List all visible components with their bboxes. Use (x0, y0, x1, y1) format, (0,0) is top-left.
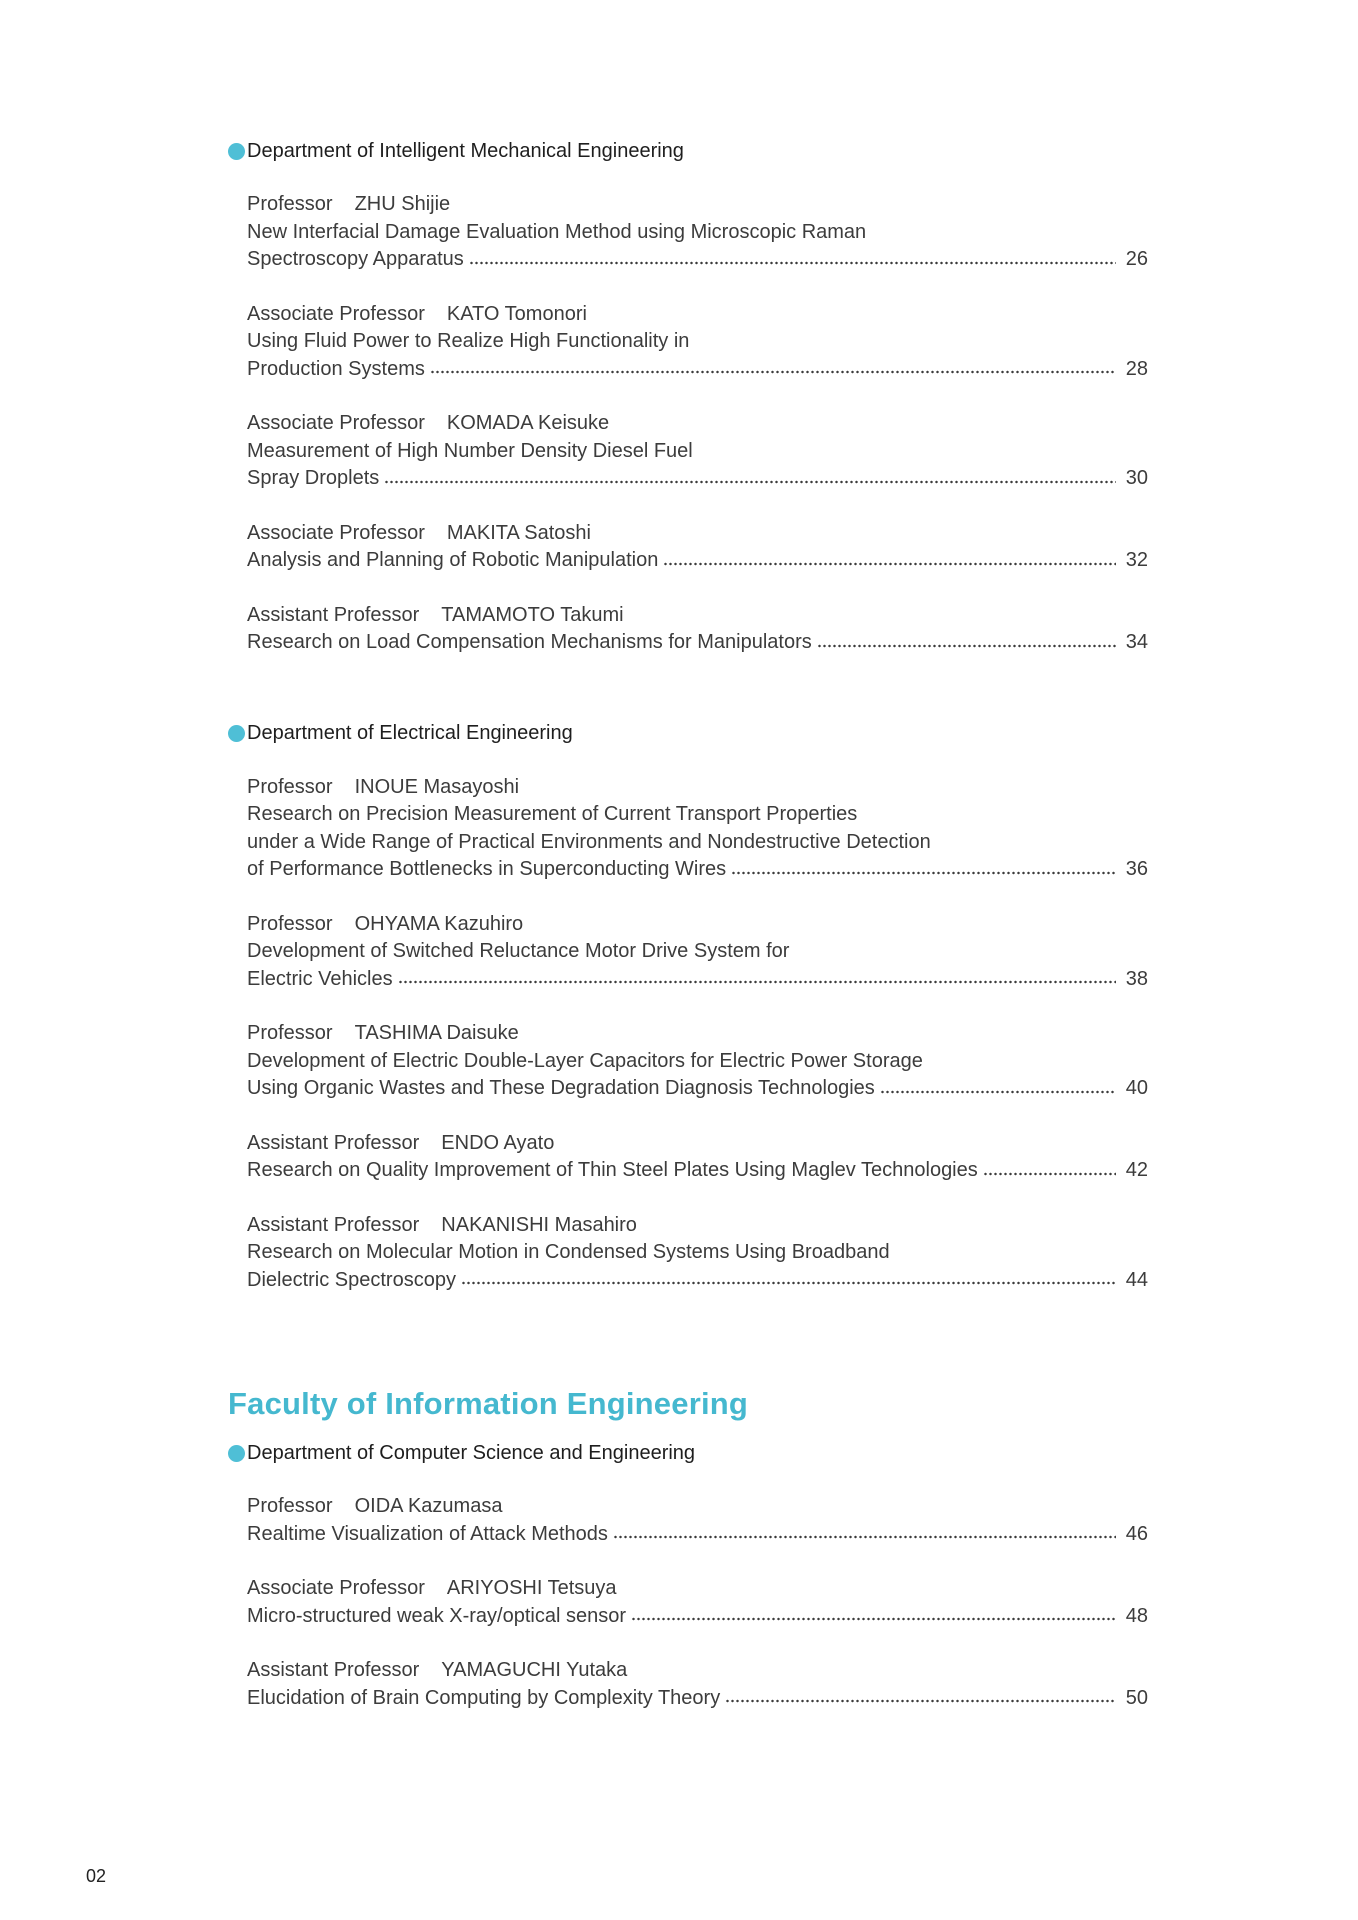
entry-role: Assistant Professor (247, 1213, 420, 1236)
entry-name: OHYAMA Kazuhiro (354, 912, 524, 935)
entry-role: Associate Professor (247, 412, 425, 434)
dot-leader (725, 1699, 1116, 1703)
dot-leader (398, 980, 1116, 984)
entry-person (247, 191, 1148, 219)
entry-person (247, 1130, 1148, 1158)
entry-name: NAKANISHI Masahiro (441, 1213, 637, 1236)
entry-title-line: Analysis and Planning of Robotic Manipulation (247, 549, 659, 571)
entry-page-number: 34 (1125, 631, 1148, 653)
entry-page-number: 30 (1125, 467, 1148, 489)
bullet-dot-icon (228, 143, 245, 160)
entry-title-line: under a Wide Range of Practical Environments and Nondestructive Detection (247, 830, 931, 853)
entry-person (247, 911, 1148, 939)
entry-title-last-line (247, 465, 1148, 493)
dot-leader (461, 1281, 1116, 1285)
entry-name: ENDO Ayato (441, 1131, 555, 1154)
entry-page-number: 40 (1125, 1077, 1148, 1099)
entry-list (247, 774, 1148, 1295)
entry-person (247, 1493, 1148, 1521)
department-heading (228, 721, 1148, 747)
department-name: Department of Intelligent Mechanical Engineering (247, 139, 684, 162)
entry-name: MAKITA Satoshi (446, 521, 591, 544)
entry-title-last-line (247, 1075, 1148, 1103)
toc-entry[interactable] (247, 1657, 1148, 1712)
entry-title-line: Production Systems (247, 357, 425, 380)
entry-page-number: 38 (1125, 967, 1148, 990)
entry-person (247, 1020, 1148, 1048)
entry-title-last-line (247, 1157, 1148, 1185)
toc-entry[interactable] (247, 301, 1148, 384)
entry-name: INOUE Masayoshi (354, 775, 520, 798)
department-name: Department of Electrical Engineering (247, 722, 573, 744)
department-heading (228, 1440, 1148, 1466)
entry-page-number: 48 (1125, 1604, 1148, 1627)
entry-title-line: Realtime Visualization of Attack Methods (247, 1522, 608, 1545)
entry-title-line: Research on Load Compensation Mechanisms for Manipulators (247, 631, 812, 653)
toc-entry[interactable] (247, 1212, 1148, 1295)
dot-leader (631, 1617, 1116, 1621)
entry-role: Professor (247, 193, 333, 215)
toc-entry[interactable] (247, 1130, 1148, 1185)
entry-person (247, 1575, 1148, 1603)
entry-person (247, 301, 1148, 329)
dot-leader (983, 1172, 1116, 1176)
faculty-title: Faculty of Information Engineering (228, 1386, 749, 1421)
dot-leader (663, 562, 1116, 566)
entry-name: TAMAMOTO Takumi (441, 603, 624, 626)
page-number: 02 (86, 1866, 107, 1886)
toc-entry[interactable] (247, 774, 1148, 884)
entry-role: Associate Professor (247, 302, 425, 325)
entry-role: Associate Professor (247, 1577, 425, 1599)
entry-title-last-line (247, 856, 1148, 884)
entry-page-number: 26 (1125, 248, 1148, 270)
toc-entry[interactable] (247, 191, 1148, 274)
entry-role: Professor (247, 1022, 333, 1044)
entry-name: TASHIMA Daisuke (354, 1022, 519, 1044)
entry-person (247, 1657, 1148, 1685)
entry-role: Assistant Professor (247, 1131, 420, 1154)
entry-title-line: Measurement of High Number Density Diesel Fuel (247, 439, 693, 462)
entry-person (247, 774, 1148, 802)
toc-section (228, 138, 1148, 1294)
entry-list (247, 1493, 1148, 1712)
entry-person (247, 602, 1148, 630)
entry-title-line: Dielectric Spectroscopy (247, 1268, 456, 1291)
entry-title-last-line (247, 547, 1148, 575)
entry-person (247, 520, 1148, 548)
entry-title-last-line (247, 1685, 1148, 1713)
entry-name: ZHU Shijie (354, 193, 451, 215)
entry-title-last-line (247, 356, 1148, 384)
entry-person (247, 1212, 1148, 1240)
entry-title-line: Research on Precision Measurement of Current Transport Properties (247, 803, 858, 825)
entry-person (247, 410, 1148, 438)
dot-leader (731, 871, 1116, 875)
entry-title-last-line (247, 1521, 1148, 1549)
entry-name: ARIYOSHI Tetsuya (446, 1577, 617, 1599)
entry-title-line: Spectroscopy Apparatus (247, 248, 464, 270)
entry-page-number: 28 (1125, 357, 1148, 380)
entry-title-last-line (247, 246, 1148, 274)
table-of-contents (228, 138, 1148, 1776)
entry-page-number: 44 (1125, 1268, 1148, 1291)
entry-title-last-line (247, 1267, 1148, 1295)
entry-title-last-line (247, 966, 1148, 994)
entry-title-line: Elucidation of Brain Computing by Complexity Theory (247, 1686, 721, 1709)
dot-leader (430, 370, 1116, 374)
entry-page-number: 32 (1125, 549, 1148, 571)
entry-page-number: 50 (1125, 1686, 1148, 1709)
dot-leader (613, 1535, 1116, 1539)
dot-leader (817, 644, 1116, 648)
entry-title-line: Using Fluid Power to Realize High Functionality in (247, 330, 690, 352)
toc-entry[interactable] (247, 911, 1148, 994)
entry-title-last-line (247, 629, 1148, 657)
entry-page-number: 42 (1125, 1159, 1148, 1181)
entry-title-line: Development of Electric Double-Layer Capacitors for Electric Power Storage (247, 1049, 923, 1072)
dot-leader (469, 261, 1116, 265)
entry-list (247, 191, 1148, 657)
entry-role: Professor (247, 912, 333, 935)
entry-name: YAMAGUCHI Yutaka (441, 1659, 628, 1681)
department-section (228, 138, 1148, 657)
entry-name: OIDA Kazumasa (354, 1495, 503, 1517)
entry-title-line: Development of Switched Reluctance Motor Drive System for (247, 940, 790, 962)
entry-title-line: New Interfacial Damage Evaluation Method using Microscopic Raman (247, 220, 867, 243)
toc-entry[interactable] (247, 1020, 1148, 1103)
dot-leader (384, 480, 1116, 484)
entry-title-line: Using Organic Wastes and These Degradation Diagnosis Technologies (247, 1077, 875, 1099)
toc-entry[interactable] (247, 602, 1148, 657)
toc-section (228, 1386, 1148, 1712)
entry-title-last-line (247, 1603, 1148, 1631)
entry-role: Associate Professor (247, 521, 425, 544)
entry-role: Assistant Professor (247, 603, 420, 626)
dot-leader (880, 1090, 1116, 1094)
entry-page-number: 36 (1125, 858, 1148, 880)
toc-entry[interactable] (247, 520, 1148, 575)
entry-title-line: Research on Molecular Motion in Condensed Systems Using Broadband (247, 1241, 890, 1263)
entry-name: KATO Tomonori (446, 302, 587, 325)
toc-entry[interactable] (247, 1493, 1148, 1548)
entry-role: Professor (247, 1495, 333, 1517)
entry-title-line: Spray Droplets (247, 467, 380, 489)
entry-title-line: Research on Quality Improvement of Thin Steel Plates Using Maglev Technologies (247, 1159, 978, 1181)
entry-role: Professor (247, 775, 333, 798)
bullet-dot-icon (228, 725, 245, 742)
toc-entry[interactable] (247, 1575, 1148, 1630)
entry-page-number: 46 (1125, 1522, 1148, 1545)
entry-title-line: Electric Vehicles (247, 967, 393, 990)
entry-role: Assistant Professor (247, 1659, 420, 1681)
entry-title-line: of Performance Bottlenecks in Superconducting Wires (247, 858, 727, 880)
bullet-dot-icon (228, 1445, 245, 1462)
entry-name: KOMADA Keisuke (446, 412, 610, 434)
toc-entry[interactable] (247, 410, 1148, 493)
department-section (228, 1440, 1148, 1712)
entry-title-line: Micro-structured weak X-ray/optical sensor (247, 1604, 627, 1627)
department-heading (228, 138, 1148, 164)
department-section (228, 721, 1148, 1295)
department-name: Department of Computer Science and Engineering (247, 1441, 696, 1464)
